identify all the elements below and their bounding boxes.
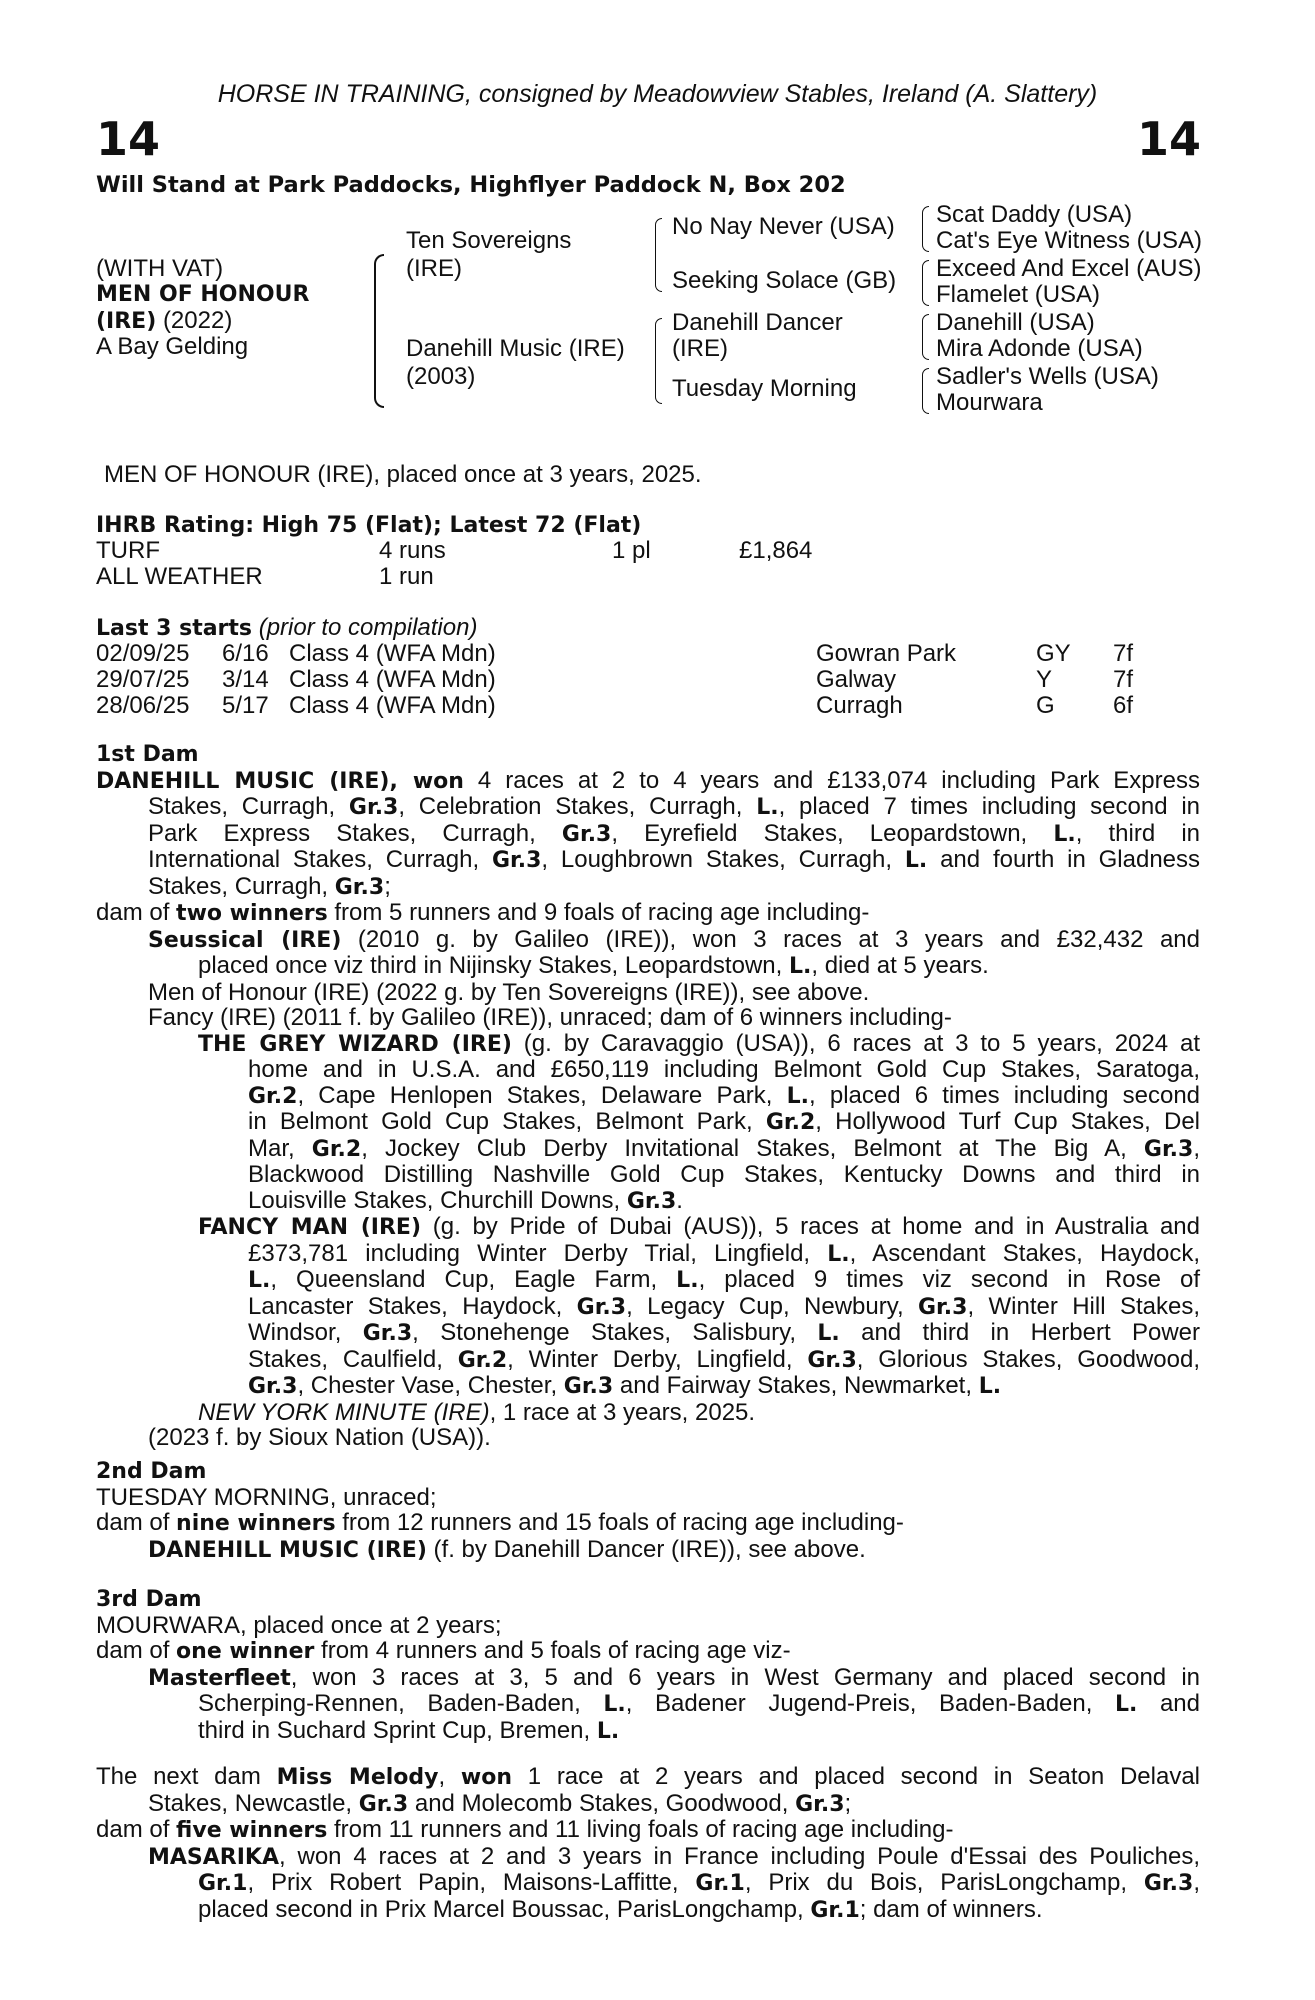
text-run: , third in (1075, 819, 1200, 847)
text-run: placed once viz third in Nijinsky Stakes, Leopardstown, (198, 952, 789, 979)
text-run: L. (1053, 821, 1076, 847)
text-run: , died at 5 years. (811, 952, 989, 979)
start-distance: 7f (1113, 640, 1134, 667)
text-run: Gr.3 (358, 1791, 409, 1817)
dam-sire-line2: (IRE) (672, 335, 728, 362)
text-run: , Stonehenge Stakes, Salisbury, (412, 1319, 818, 1346)
text-run: (g. by Pride of Dubai (AUS)), 5 races at home and in Australia and (421, 1213, 1200, 1240)
pedigree-brace-gen1 (374, 254, 384, 408)
text-run: from 5 runners and 9 foals of racing age including- (327, 899, 870, 926)
text-run: , Eyrefield Stakes, Leopardstown, (611, 819, 1054, 847)
text-run: dam of (96, 899, 177, 926)
text-run: and Fairway Stakes, Newmarket, (613, 1372, 979, 1399)
sire-dam: Seeking Solace (GB) (672, 267, 897, 294)
text-run: , Jockey Club Derby Invitational Stakes, Belmont at The Big A, (361, 1134, 1144, 1162)
dam-sire-dam: Mira Adonde (USA) (936, 335, 1143, 362)
sire-line2: (IRE) (406, 255, 462, 282)
text-run: International Stakes, Curragh, (148, 846, 492, 873)
text-run: , Chester Vase, Chester, (297, 1372, 564, 1399)
text-run: (2010 g. by Galileo (IRE)), won 3 races at 3 years and £32,432 and (341, 925, 1200, 953)
start-race: Class 4 (WFA Mdn) (289, 640, 496, 667)
start-date: 29/07/25 (96, 666, 190, 693)
text-run: (f. by Danehill Dancer (IRE)), see above. (426, 1535, 866, 1563)
text-run: , (1193, 1134, 1200, 1162)
text-run: Gr.3 (563, 1374, 614, 1399)
start-date: 28/06/25 (96, 692, 190, 719)
text-run: and Molecomb Stakes, Goodwood, (408, 1789, 796, 1817)
sire-dam-sire: Exceed And Excel (AUS) (936, 255, 1202, 282)
text-run: The next dam (96, 1763, 277, 1790)
start-course: Curragh (816, 692, 903, 719)
text-run: nine winners (176, 1511, 336, 1536)
pedigree-brace-sire (655, 218, 662, 292)
produce-name: Seussical (IRE) (148, 927, 342, 953)
rating-surface: ALL WEATHER (96, 563, 263, 590)
text-run: L. (904, 848, 928, 873)
text-run: Stakes, Curragh, (148, 793, 349, 820)
text-run: Gr.3 (807, 1347, 857, 1373)
text-run: Gr.3 (561, 821, 612, 847)
text-run: Gr.1 (810, 1897, 860, 1923)
text-run: and (1137, 1690, 1200, 1717)
dam-sire-sire: Danehill (USA) (936, 309, 1095, 336)
text-run: Stakes, Caulfield, (248, 1345, 458, 1373)
text-run: MOURWARA, placed once at 2 years; (96, 1611, 502, 1639)
text-run: , Celebration Stakes, Curragh, (398, 793, 757, 820)
start-distance: 7f (1113, 666, 1134, 693)
text-run: , Loughbrown Stakes, Curragh, (541, 846, 905, 873)
text-run: , Glorious Stakes, Goodwood, (856, 1345, 1200, 1373)
sire-sire: No Nay Never (USA) (672, 213, 895, 240)
text-run: Windsor, (248, 1319, 363, 1346)
text-run: Gr.3 (248, 1374, 298, 1399)
text-run: Gr.2 (765, 1110, 816, 1135)
text-run: , Prix Robert Papin, Maisons-Laffitte, (247, 1869, 696, 1896)
last-starts-note: (prior to compilation) (258, 614, 478, 641)
pedigree-brace-ss (922, 206, 929, 252)
text-run: , Queensland Cup, Eagle Farm, (270, 1266, 677, 1293)
text-run: Stakes, Curragh, (148, 872, 335, 900)
produce-name: FANCY MAN (IRE) (198, 1215, 422, 1240)
pedigree-brace-sd (922, 260, 929, 306)
rating-runs: 4 runs (379, 537, 446, 564)
text-run: Fancy (IRE) (2011 f. by Galileo (IRE)), unraced; dam of 6 winners including- (148, 1004, 952, 1031)
start-distance: 6f (1113, 692, 1134, 719)
text-run: £373,781 including Winter Derby Trial, Lingfield, (248, 1239, 828, 1267)
text-run: , Legacy Cup, Newbury, (626, 1292, 918, 1320)
sire-sire-dam: Cat's Eye Witness (USA) (936, 227, 1202, 254)
stand-location: Will Stand at Park Paddocks, Highflyer Paddock N, Box 202 (96, 172, 846, 198)
horse-year: (2022) (162, 307, 233, 334)
start-course: Galway (816, 666, 897, 693)
text-run: , Winter Hill Stakes, (967, 1292, 1200, 1320)
pedigree-brace-ds (922, 314, 929, 360)
text-run: L. (786, 1083, 810, 1109)
text-run: L. (817, 1321, 840, 1346)
text-run: Blackwood Distilling Nashville Gold Cup Stakes, Kentucky Downs and third in (248, 1161, 1200, 1188)
text-run: from 11 runners and 11 living foals of racing age including- (327, 1816, 954, 1843)
text-run: dam of (96, 1816, 177, 1843)
start-position: 3/14 (222, 666, 269, 693)
dam-sire-line1: Danehill Dancer (672, 309, 843, 336)
text-run: , Winter Derby, Lingfield, (507, 1345, 808, 1373)
text-run: L. (756, 795, 779, 820)
next-dam-section (96, 1764, 1200, 1923)
text-run: Gr.3 (362, 1321, 413, 1346)
start-going: G (1036, 692, 1055, 719)
text-run: , Prix du Bois, ParisLongchamp, (744, 1869, 1144, 1896)
first-dam-section (96, 742, 1200, 1451)
text-run: Gr.3 (334, 874, 385, 900)
text-run: home and in U.S.A. and £650,119 including Belmont Gold Cup Stakes, Saratoga, (248, 1056, 1200, 1083)
produce-name: THE GREY WIZARD (IRE) (198, 1031, 512, 1057)
lot-number-left: 14 (96, 112, 161, 166)
text-run: , Hollywood Turf Cup Stakes, Del (815, 1108, 1200, 1135)
text-run: dam of (96, 1637, 177, 1664)
text-run: Gr.2 (311, 1136, 362, 1162)
text-run: , (389, 768, 413, 794)
text-run: L. (248, 1268, 271, 1293)
text-run: (g. by Caravaggio (USA)), 6 races at 3 to 5 years, 2024 at (511, 1029, 1200, 1057)
text-run: , placed 6 times including second (809, 1081, 1201, 1109)
text-run: , 1 race at 3 years, 2025. (489, 1398, 756, 1426)
rating-placed: 1 pl (612, 537, 651, 564)
text-run: L. (827, 1241, 850, 1267)
text-run: L. (596, 1718, 620, 1744)
text-run: L. (676, 1268, 699, 1293)
rating-runs: 1 run (379, 563, 434, 590)
third-dam-section (96, 1587, 1200, 1744)
dam-line1: Danehill Music (IRE) (406, 335, 625, 362)
text-run: one winner (176, 1639, 315, 1664)
text-run: MASARIKA (148, 1844, 279, 1870)
text-run: third in Suchard Sprint Cup, Bremen, (198, 1716, 597, 1744)
text-run: and fourth in Gladness (927, 846, 1201, 873)
text-run: won (412, 768, 464, 794)
second-dam-section (96, 1459, 1200, 1563)
text-run: , Badener Jugend-Preis, Baden-Baden, (625, 1690, 1115, 1717)
text-run: L. (603, 1692, 626, 1717)
text-run: 4 races at 2 to 4 years and £133,074 including Park Express (463, 766, 1200, 794)
rating-prize: £1,864 (739, 537, 813, 564)
race-summary: MEN OF HONOUR (IRE), placed once at 3 years, 2025. (104, 461, 702, 488)
text-run: Gr.3 (795, 1791, 845, 1817)
text-run: L. (788, 954, 812, 979)
text-run: Gr.2 (457, 1347, 508, 1373)
text-run: and third in Herbert Power (839, 1319, 1201, 1346)
start-race: Class 4 (WFA Mdn) (289, 666, 496, 693)
dam-name: DANEHILL MUSIC (IRE) (96, 768, 390, 794)
rating-surface: TURF (96, 537, 160, 564)
text-run: , placed 7 times including second in (778, 793, 1200, 820)
text-run: DANEHILL MUSIC (IRE) (148, 1537, 427, 1563)
text-run: ; dam of winners. (859, 1895, 1043, 1923)
text-run: dam of (96, 1509, 177, 1536)
text-run: Stakes, Newcastle, (148, 1789, 359, 1817)
rating-heading: IHRB Rating: High 75 (Flat); Latest 72 (Flat) (96, 513, 642, 538)
text-run: Gr.1 (198, 1871, 248, 1896)
pedigree-brace-dam (655, 318, 662, 404)
text-run: Men of Honour (IRE) (2022 g. by Ten Sovereigns (IRE)), see above. (148, 978, 870, 1006)
text-run: Gr.1 (695, 1871, 745, 1896)
start-going: GY (1036, 640, 1071, 667)
text-run: , (1193, 1869, 1200, 1896)
text-run: Louisville Stakes, Churchill Downs, (248, 1186, 627, 1214)
start-going: Y (1036, 666, 1053, 693)
dam-dam-sire: Sadler's Wells (USA) (936, 363, 1159, 390)
text-run: Mar, (248, 1134, 312, 1162)
text-run: in Belmont Gold Cup Stakes, Belmont Park, (248, 1108, 766, 1135)
text-run: Gr.3 (491, 848, 542, 873)
sire-dam-dam: Flamelet (USA) (936, 281, 1101, 308)
text-run: Masterfleet (148, 1665, 291, 1691)
text-run: Miss Melody (276, 1765, 439, 1790)
text-run: , (438, 1763, 461, 1790)
pedigree-brace-dd (922, 368, 929, 414)
text-run: from 4 runners and 5 foals of racing age viz- (314, 1637, 791, 1664)
produce-name: NEW YORK MINUTE (IRE) (198, 1398, 490, 1426)
start-race: Class 4 (WFA Mdn) (289, 692, 496, 719)
text-run: five winners (176, 1818, 328, 1843)
text-run: , placed 9 times viz second in Rose of (698, 1266, 1200, 1293)
text-run: . (676, 1186, 683, 1214)
text-run: from 12 runners and 15 foals of racing age including- (335, 1509, 904, 1536)
text-run: (2023 f. by Sioux Nation (USA)). (148, 1424, 491, 1451)
text-run: Gr.3 (576, 1294, 627, 1320)
text-run: Park Express Stakes, Curragh, (148, 819, 562, 847)
text-run: Gr.3 (918, 1294, 968, 1320)
third-dam-heading: 3rd Dam (96, 1587, 202, 1612)
text-run: Gr.3 (626, 1188, 677, 1214)
text-run: placed second in Prix Marcel Boussac, ParisLongchamp, (198, 1895, 811, 1923)
text-run: Gr.3 (1143, 1136, 1194, 1162)
sire-sire-sire: Scat Daddy (USA) (936, 201, 1133, 228)
text-run: ; (844, 1789, 852, 1817)
text-run: Lancaster Stakes, Haydock, (248, 1292, 577, 1320)
text-run: L. (978, 1374, 1002, 1399)
text-run: Gr.3 (1143, 1871, 1194, 1896)
last-starts-heading: Last 3 starts (96, 616, 253, 641)
dam-dam: Tuesday Morning (672, 375, 857, 402)
dam-dam-dam: Mourwara (936, 389, 1043, 416)
dam-line2: (2003) (406, 363, 476, 390)
first-dam-heading: 1st Dam (96, 742, 199, 767)
text-run: Scherping-Rennen, Baden-Baden, (198, 1690, 604, 1717)
text-run: 1 race at 2 years and placed second in Seaton Delaval (512, 1763, 1201, 1790)
text-run: Gr.2 (248, 1083, 298, 1109)
catalogue-header: HORSE IN TRAINING, consigned by Meadowview Stables, Ireland (A. Slattery) (217, 80, 1098, 108)
second-dam-heading: 2nd Dam (96, 1459, 207, 1484)
horse-description: A Bay Gelding (96, 333, 249, 360)
start-course: Gowran Park (816, 640, 957, 667)
vat-note: (WITH VAT) (96, 255, 224, 282)
horse-origin: (IRE) (96, 309, 157, 334)
lot-number-right: 14 (1136, 112, 1201, 166)
start-position: 5/17 (222, 692, 269, 719)
text-run: won (460, 1765, 513, 1790)
sire-line1: Ten Sovereigns (406, 227, 572, 254)
text-run: , won 3 races at 3, 5 and 6 years in West Germany and placed second in (290, 1663, 1200, 1691)
start-position: 6/16 (222, 640, 269, 667)
text-run: , won 4 races at 2 and 3 years in France including Poule d'Essai des Pouliches, (279, 1842, 1200, 1870)
text-run: ; (384, 872, 391, 900)
text-run: TUESDAY MORNING, unraced; (96, 1483, 437, 1511)
horse-name: MEN OF HONOUR (96, 282, 310, 307)
text-run: two winners (176, 901, 328, 926)
text-run: , Ascendant Stakes, Haydock, (849, 1239, 1201, 1267)
text-run: L. (1114, 1692, 1138, 1717)
start-date: 02/09/25 (96, 640, 190, 667)
text-run: Gr.3 (348, 795, 399, 820)
text-run: , Cape Henlopen Stakes, Delaware Park, (297, 1081, 787, 1109)
